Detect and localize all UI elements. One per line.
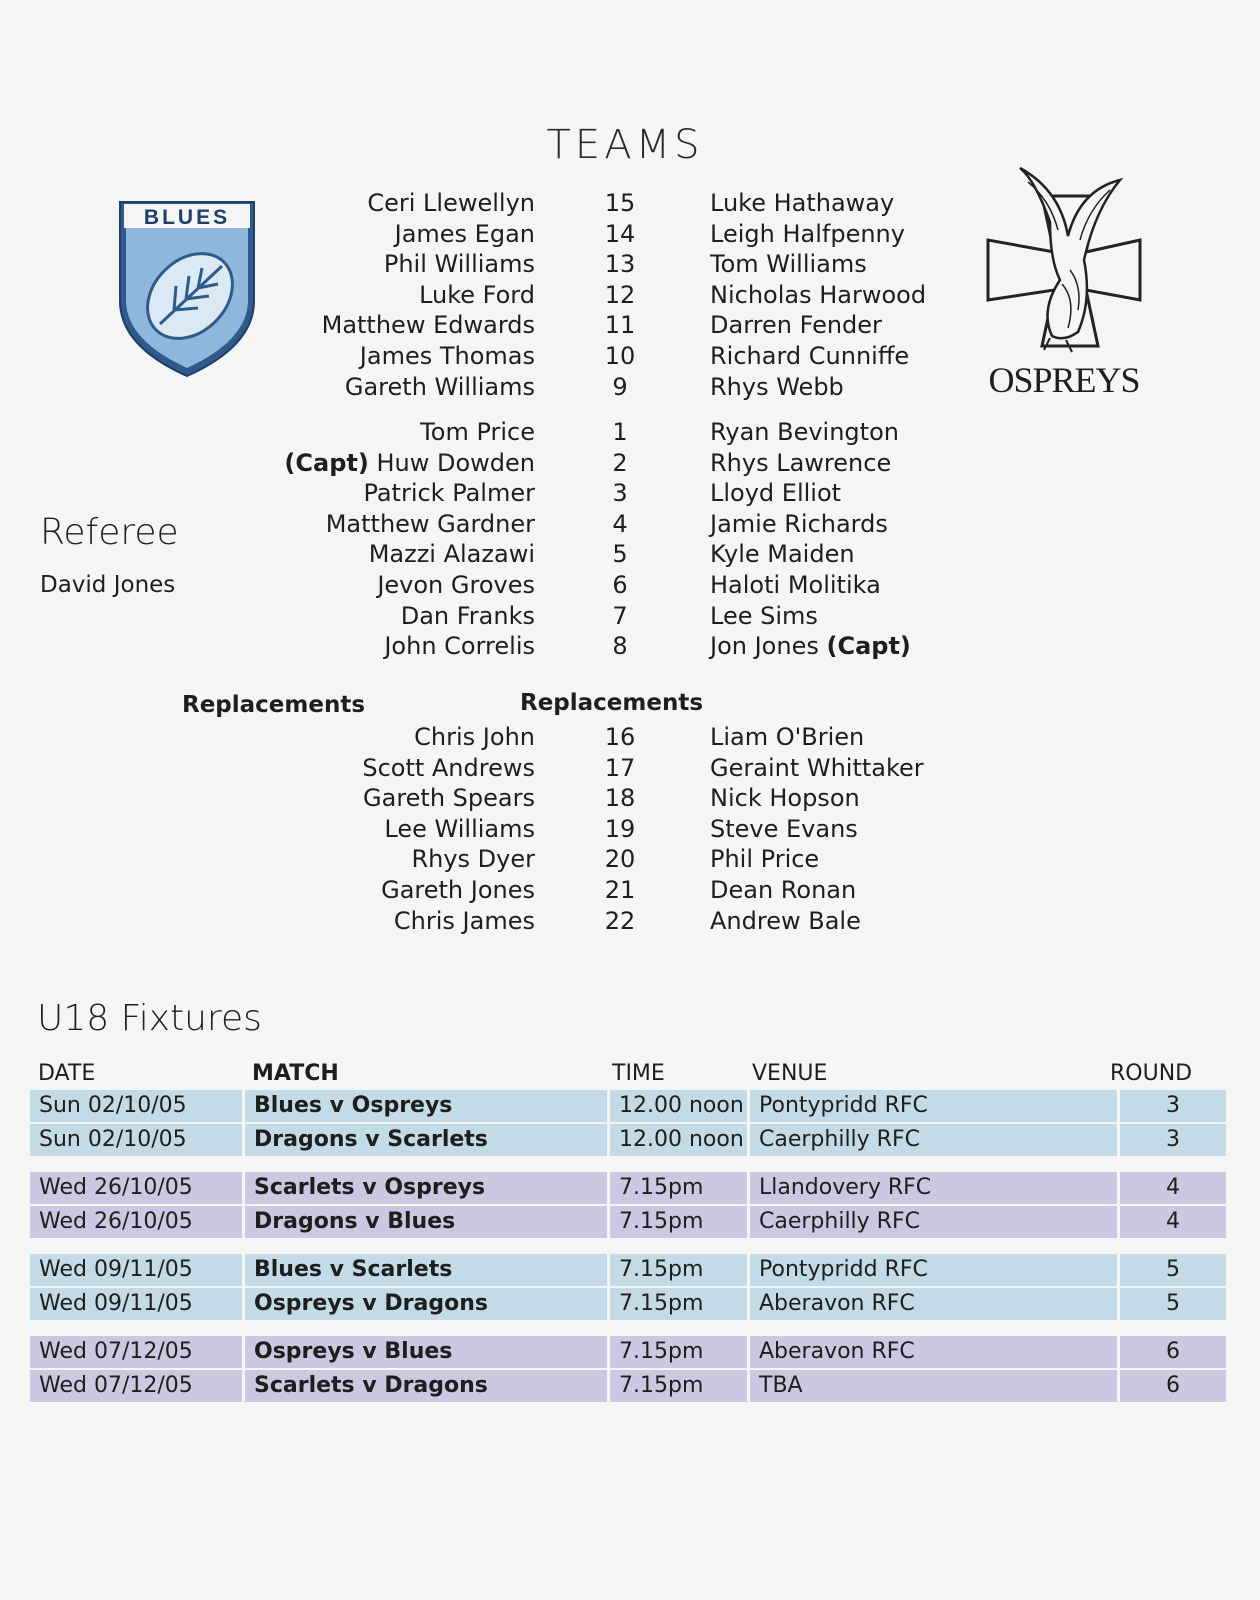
player-row (0, 417, 1260, 448)
player-row (0, 539, 1260, 570)
header-round: ROUND (1110, 1061, 1193, 1086)
fixture-match: Blues v Scarlets (245, 1254, 610, 1286)
fixture-venue: Pontypridd RFC (750, 1090, 1120, 1122)
home-player: James Egan (394, 219, 535, 248)
shirt-number: 22 (604, 906, 636, 935)
shirt-number: 15 (604, 189, 636, 217)
svg-text:BLUES: BLUES (143, 206, 231, 229)
shirt-number: 1 (612, 418, 628, 446)
fixture-round: 4 (1120, 1206, 1226, 1238)
fixture-time: 12.00 noon (610, 1124, 750, 1156)
away-player: Lloyd Elliot (710, 479, 842, 508)
fixture-venue: Caerphilly RFC (750, 1206, 1120, 1238)
player-row (0, 601, 1260, 632)
shirt-number: 11 (604, 311, 636, 340)
fixture-date: Sun 02/10/05 (30, 1124, 245, 1156)
player-row (0, 310, 1260, 341)
fixture-time: 7.15pm (610, 1254, 750, 1286)
away-player: Andrew Bale (710, 906, 861, 935)
fixture-match: Scarlets v Dragons (245, 1370, 610, 1402)
player-row (0, 509, 1260, 540)
player-row (0, 906, 1260, 937)
captain-label: (Capt) (826, 632, 911, 661)
shirt-number: 18 (604, 784, 636, 813)
fixture-time: 7.15pm (610, 1336, 750, 1368)
fixture-round: 6 (1120, 1336, 1226, 1368)
fixture-match: Blues v Ospreys (245, 1090, 610, 1122)
home-player: Luke Ford (419, 280, 535, 309)
home-player: James Thomas (359, 341, 535, 370)
home-player: Chris John (414, 723, 535, 751)
fixture-date: Wed 09/11/05 (30, 1254, 245, 1286)
away-player: Darren Fender (710, 311, 882, 340)
fixture-round: 3 (1120, 1124, 1226, 1156)
home-player: (Capt) Huw Dowden (284, 448, 535, 477)
home-player: Rhys Dyer (411, 845, 535, 874)
fixture-time: 12.00 noon (610, 1090, 750, 1122)
page-title: TEAMS (546, 122, 704, 168)
shirt-number: 10 (604, 341, 636, 370)
fixture-venue: Pontypridd RFC (750, 1254, 1120, 1286)
away-player: Liam O'Brien (710, 723, 865, 751)
backs-list (0, 188, 1260, 402)
fixture-date: Wed 26/10/05 (30, 1172, 245, 1204)
shirt-number: 7 (612, 601, 628, 630)
away-player: Haloti Molitika (710, 570, 881, 599)
shirt-number: 14 (604, 219, 636, 248)
fixture-round-group (30, 1090, 1226, 1156)
away-player: Rhys Webb (710, 372, 844, 401)
fixture-match: Scarlets v Ospreys (245, 1172, 610, 1204)
referee-name: David Jones (40, 572, 176, 598)
fixture-time: 7.15pm (610, 1370, 750, 1402)
shirt-number: 21 (604, 875, 636, 904)
player-row (0, 875, 1260, 906)
referee-label: Referee (40, 512, 179, 553)
home-player: Gareth Jones (381, 875, 535, 904)
home-player: John Correlis (384, 632, 535, 661)
home-player: Matthew Gardner (325, 509, 535, 538)
shirt-number: 8 (612, 632, 628, 661)
away-player: Ryan Bevington (710, 418, 899, 446)
player-row (0, 341, 1260, 372)
fixture-row (30, 1172, 1226, 1204)
fixture-match: Dragons v Blues (245, 1206, 610, 1238)
fixture-round: 4 (1120, 1172, 1226, 1204)
shirt-number: 17 (604, 753, 636, 782)
fixture-match: Dragons v Scarlets (245, 1124, 610, 1156)
shirt-number: 5 (612, 540, 628, 569)
shirt-number: 3 (612, 479, 628, 508)
shirt-number: 12 (604, 280, 636, 309)
fixture-round: 5 (1120, 1288, 1226, 1320)
fixture-row (30, 1204, 1226, 1238)
replacements-heading-home: Replacements (182, 692, 366, 718)
header-time: TIME (612, 1061, 665, 1086)
player-row (0, 783, 1260, 814)
away-player: Nicholas Harwood (710, 280, 927, 309)
shirt-number: 6 (612, 570, 628, 599)
player-row (0, 753, 1260, 784)
player-row (0, 478, 1260, 509)
away-player: Leigh Halfpenny (710, 219, 905, 248)
fixture-time: 7.15pm (610, 1288, 750, 1320)
replacements-heading-away: Replacements (520, 690, 704, 716)
fixture-row (30, 1286, 1226, 1320)
home-player: Patrick Palmer (363, 479, 535, 508)
fixture-row (30, 1122, 1226, 1156)
shirt-number: 9 (612, 372, 628, 401)
player-row (0, 631, 1260, 662)
home-player: Scott Andrews (362, 753, 535, 782)
player-row (0, 249, 1260, 280)
away-player: Kyle Maiden (710, 540, 855, 569)
home-player: Tom Price (420, 418, 535, 446)
fixture-round-group (30, 1254, 1226, 1320)
fixture-row (30, 1254, 1226, 1286)
fixture-round: 3 (1120, 1090, 1226, 1122)
fixture-date: Wed 07/12/05 (30, 1336, 245, 1368)
fixture-date: Wed 26/10/05 (30, 1206, 245, 1238)
fixture-round-group (30, 1336, 1226, 1402)
player-row (0, 722, 1260, 753)
fixture-venue: Aberavon RFC (750, 1288, 1120, 1320)
home-player: Dan Franks (400, 601, 535, 630)
home-player: Mazzi Alazawi (368, 540, 535, 569)
replacements-list (0, 722, 1260, 936)
shirt-number: 4 (612, 509, 628, 538)
fixture-row (30, 1336, 1226, 1368)
fixture-date: Wed 09/11/05 (30, 1288, 245, 1320)
fixture-venue: Caerphilly RFC (750, 1124, 1120, 1156)
svg-text:OSPREYS: OSPREYS (988, 360, 1140, 400)
home-player: Ceri Llewellyn (367, 189, 535, 217)
home-player: Gareth Spears (363, 784, 535, 813)
away-player: Nick Hopson (710, 784, 860, 813)
away-player: Jamie Richards (710, 509, 888, 538)
player-row (0, 372, 1260, 403)
away-player: Luke Hathaway (710, 189, 895, 217)
home-player: Chris James (393, 906, 535, 935)
away-player: Phil Price (710, 845, 820, 874)
fixture-venue: Llandovery RFC (750, 1172, 1120, 1204)
away-player: Lee Sims (710, 601, 818, 630)
forwards-list (0, 417, 1260, 662)
player-row (0, 814, 1260, 845)
shirt-number: 19 (604, 814, 636, 843)
home-player: Matthew Edwards (321, 311, 535, 340)
away-player: Tom Williams (710, 250, 867, 279)
captain-label: (Capt) (284, 448, 369, 477)
shirt-number: 20 (604, 845, 636, 874)
header-date: DATE (38, 1061, 96, 1086)
fixture-venue: TBA (750, 1370, 1120, 1402)
fixtures-title: U18 Fixtures (37, 998, 262, 1039)
player-row (0, 280, 1260, 311)
fixture-row (30, 1368, 1226, 1402)
fixtures-table (30, 1090, 1226, 1418)
player-row (0, 219, 1260, 250)
away-player: Rhys Lawrence (710, 448, 892, 477)
fixture-round: 5 (1120, 1254, 1226, 1286)
home-player: Lee Williams (384, 814, 535, 843)
fixture-date: Wed 07/12/05 (30, 1370, 245, 1402)
header-venue: VENUE (752, 1061, 828, 1086)
fixture-time: 7.15pm (610, 1206, 750, 1238)
away-player: Jon Jones (Capt) (710, 632, 911, 661)
fixture-round: 6 (1120, 1370, 1226, 1402)
fixture-row (30, 1090, 1226, 1122)
away-player: Dean Ronan (710, 875, 857, 904)
fixture-round-group (30, 1172, 1226, 1238)
fixture-date: Sun 02/10/05 (30, 1090, 245, 1122)
fixture-match: Ospreys v Blues (245, 1336, 610, 1368)
player-row (0, 844, 1260, 875)
player-row (0, 448, 1260, 479)
home-player: Phil Williams (383, 250, 535, 279)
home-player: Gareth Williams (344, 372, 535, 401)
fixture-venue: Aberavon RFC (750, 1336, 1120, 1368)
header-match: MATCH (252, 1061, 339, 1086)
player-row (0, 570, 1260, 601)
away-player: Geraint Whittaker (710, 753, 924, 782)
player-row (0, 188, 1260, 219)
away-player: Steve Evans (710, 814, 858, 843)
shirt-number: 16 (604, 723, 636, 751)
home-player: Jevon Groves (377, 570, 535, 599)
fixture-time: 7.15pm (610, 1172, 750, 1204)
shirt-number: 13 (604, 250, 636, 279)
shirt-number: 2 (612, 448, 628, 477)
away-player: Richard Cunniffe (710, 341, 910, 370)
fixture-match: Ospreys v Dragons (245, 1288, 610, 1320)
